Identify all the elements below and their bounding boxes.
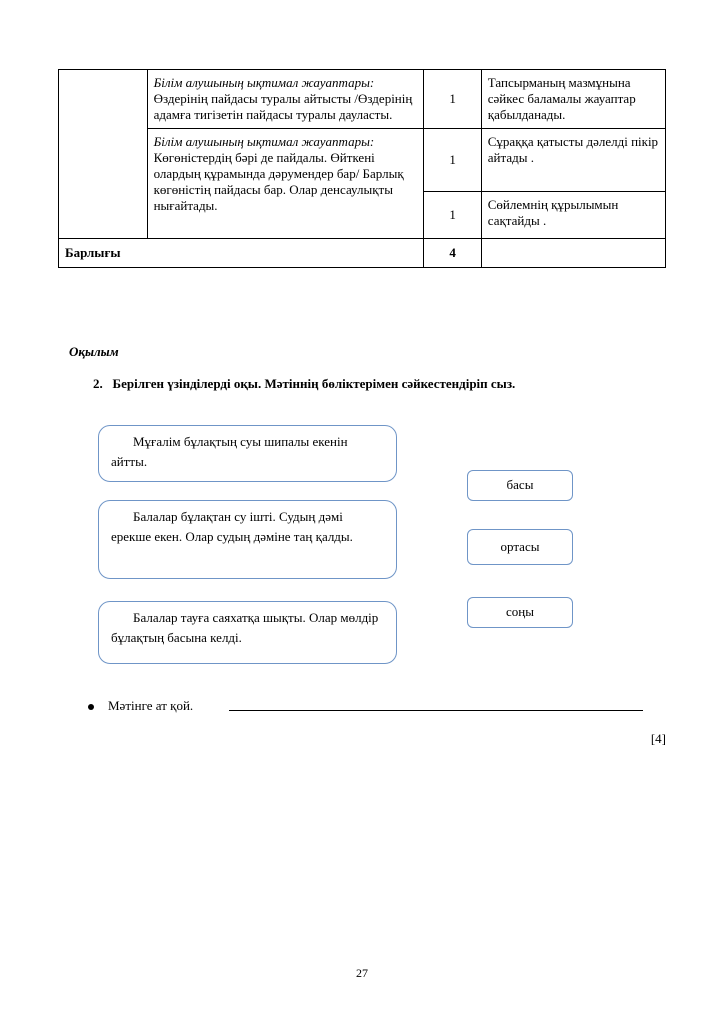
- criterion-cell: Сөйлемнің құрылымын сақтайды .: [481, 192, 665, 239]
- title-answer-line[interactable]: [229, 710, 643, 711]
- title-prompt: [88, 698, 193, 714]
- page-number: 27: [356, 966, 368, 980]
- empty-cell: [481, 239, 665, 268]
- title-prompt-text: Мәтінге ат қой.: [108, 698, 194, 713]
- part-label-beginning[interactable]: басы: [467, 470, 573, 501]
- passage-text: Мұғалім бұлақтың суы шипалы екенін айтты.: [111, 434, 348, 469]
- answer-title: Білім алушының ықтимал жауаптары:: [153, 75, 375, 90]
- score-cell: 1: [424, 129, 481, 192]
- part-label-end[interactable]: соңы: [467, 597, 573, 628]
- passage-text: Балалар бұлақтан су ішті. Судың дәмі ерекше екен. Олар судың дәміне таң қалды.: [111, 509, 353, 544]
- bullet-icon: [88, 704, 94, 710]
- total-label: Барлығы: [59, 239, 424, 268]
- answer-cell: [147, 129, 424, 239]
- passage-box[interactable]: [98, 425, 397, 482]
- answer-title: Білім алушының ықтимал жауаптары:: [153, 134, 375, 149]
- passage-box[interactable]: [98, 500, 397, 579]
- rubric-table: [58, 69, 666, 268]
- section-title: Оқылым: [69, 344, 119, 359]
- score-cell: 1: [424, 192, 481, 239]
- answer-text: Өздерінің пайдасы туралы айтысты /Өздерінің адамға тигізетін пайдасы туралы дауласты.: [153, 91, 413, 122]
- table-row: [59, 70, 666, 129]
- score-mark: [4]: [650, 731, 666, 746]
- passage-text: Балалар тауға саяхатқа шықты. Олар мөлдір бұлақтың басына келді.: [111, 610, 379, 645]
- answer-cell: [147, 70, 424, 129]
- task-number: 2.: [93, 376, 103, 391]
- score-cell: 1: [424, 70, 481, 129]
- total-row: [59, 239, 666, 268]
- task-text: Берілген үзінділерді оқы. Мәтіннің бөліктерімен сәйкестендіріп сыз.: [112, 376, 516, 391]
- criterion-cell: Тапсырманың мазмұнына сәйкес баламалы жауаптар қабылданады.: [481, 70, 665, 129]
- answer-text: Көгөністердің бәрі де пайдалы. Өйткені олардың құрамында дәрумендер бар/ Барлық көгөністің пайдасы бар. Олар денсаулықты нығайтады.: [153, 150, 404, 213]
- table-row: [59, 129, 666, 192]
- passage-box[interactable]: [98, 601, 397, 664]
- empty-cell: [59, 70, 148, 239]
- part-label-middle[interactable]: ортасы: [467, 529, 573, 565]
- criterion-cell: Сұраққа қатысты дәлелді пікір айтады .: [481, 129, 665, 192]
- total-score: 4: [424, 239, 481, 268]
- task-heading: [93, 376, 515, 392]
